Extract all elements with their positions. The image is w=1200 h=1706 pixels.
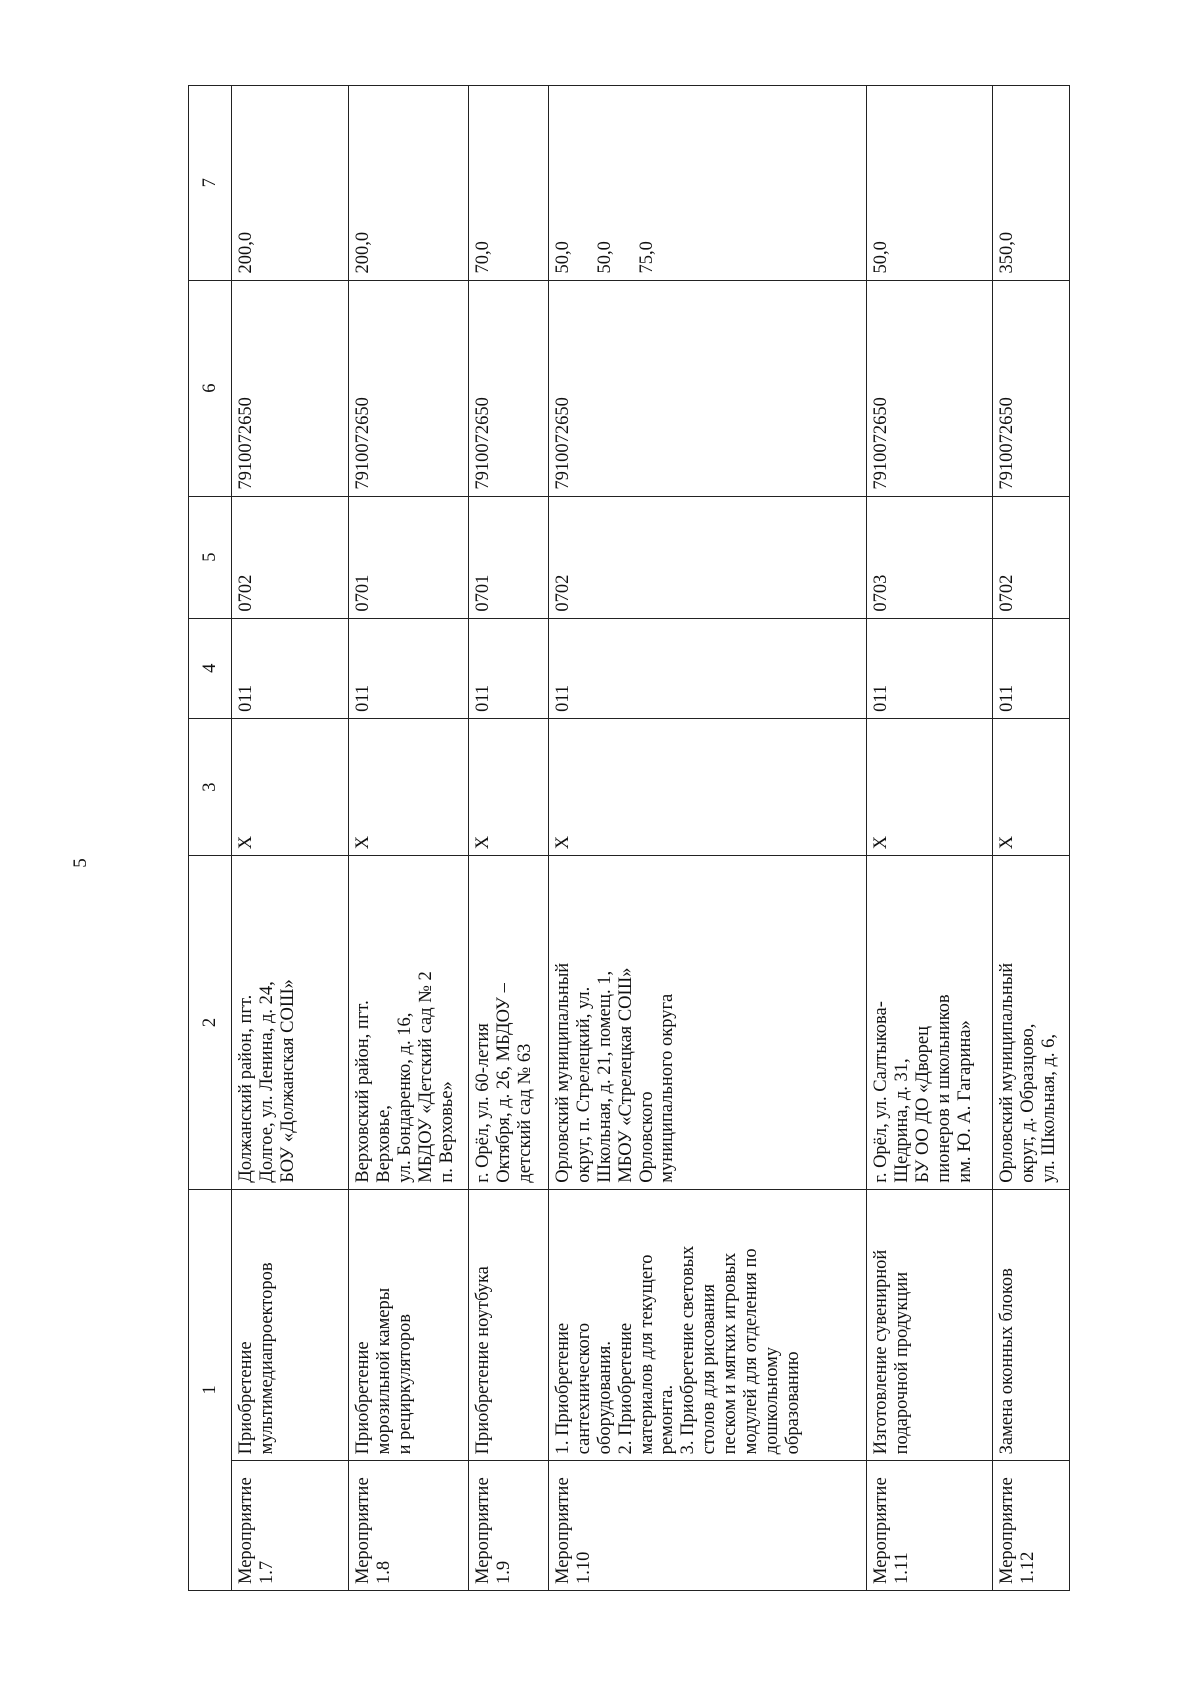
mark-cell: X bbox=[993, 718, 1070, 855]
header-col-3: 3 bbox=[189, 718, 232, 855]
budget-measures-table bbox=[188, 85, 1070, 1591]
section-cell: 0702 bbox=[232, 496, 349, 618]
target-article-cell: 7910072650 bbox=[549, 280, 867, 496]
table-row bbox=[549, 86, 867, 1591]
measure-id-cell: Мероприятие 1.9 bbox=[469, 1461, 549, 1591]
header-col-2: 2 bbox=[189, 856, 232, 1189]
amount-cell: 200,0 bbox=[349, 86, 469, 281]
measure-id-cell: Мероприятие 1.7 bbox=[232, 1461, 349, 1591]
measure-id-cell: Мероприятие 1.12 bbox=[993, 1461, 1070, 1591]
mark-cell: X bbox=[867, 718, 993, 855]
code-cell: 011 bbox=[993, 618, 1070, 718]
code-cell: 011 bbox=[232, 618, 349, 718]
mark-cell: X bbox=[469, 718, 549, 855]
code-cell: 011 bbox=[549, 618, 867, 718]
amount-cell: 50,0 50,0 75,0 bbox=[549, 86, 867, 281]
measure-title-cell: Приобретение мультимедиапроекторов bbox=[232, 1189, 349, 1461]
rotated-table-container bbox=[188, 85, 1064, 1591]
target-article-cell: 7910072650 bbox=[349, 280, 469, 496]
mark-cell: X bbox=[232, 718, 349, 855]
address-cell: г. Орёл, ул. Салтыкова- Щедрина, д. 31, БУ ОО ДО «Дворец пионеров и школьников им. Ю. А. Гагарина» bbox=[867, 856, 993, 1189]
amount-cell: 350,0 bbox=[993, 86, 1070, 281]
address-cell: Верховский район, пгт. Верховье, ул. Бондаренко, д. 16, МБДОУ «Детский сад № 2 п. Верховье» bbox=[349, 856, 469, 1189]
section-cell: 0701 bbox=[349, 496, 469, 618]
measure-title-cell: Замена оконных блоков bbox=[993, 1189, 1070, 1461]
header-col-7: 7 bbox=[189, 86, 232, 281]
header-col-5: 5 bbox=[189, 496, 232, 618]
table-row bbox=[469, 86, 549, 1591]
amount-cell: 200,0 bbox=[232, 86, 349, 281]
section-cell: 0701 bbox=[469, 496, 549, 618]
header-col-6: 6 bbox=[189, 280, 232, 496]
section-cell: 0702 bbox=[549, 496, 867, 618]
measure-title-cell: Приобретение ноутбука bbox=[469, 1189, 549, 1461]
address-cell: Орловский муниципальный округ, д. Образцово, ул. Школьная, д. 6, bbox=[993, 856, 1070, 1189]
code-cell: 011 bbox=[469, 618, 549, 718]
measure-title-cell: 1. Приобретение сантехнического оборудования. 2. Приобретение материалов для текущего ремонта. 3. Приобретение световых столов для рисования песком и мягких игровых модулей для отделения по дошкольному образованию bbox=[549, 1189, 867, 1461]
target-article-cell: 7910072650 bbox=[469, 280, 549, 496]
measure-id-cell: Мероприятие 1.10 bbox=[549, 1461, 867, 1591]
section-cell: 0702 bbox=[993, 496, 1070, 618]
mark-cell: X bbox=[549, 718, 867, 855]
target-article-cell: 7910072650 bbox=[232, 280, 349, 496]
measure-title-cell: Приобретение морозильной камеры и рециркуляторов bbox=[349, 1189, 469, 1461]
table-row bbox=[867, 86, 993, 1591]
target-article-cell: 7910072650 bbox=[867, 280, 993, 496]
address-cell: Орловский муниципальный округ, п. Стрелецкий, ул. Школьная, д. 21, помещ. 1, МБОУ «Стрелецкая СОШ» Орловского муниципального округа bbox=[549, 856, 867, 1189]
page-number: 5 bbox=[69, 858, 91, 868]
measure-id-cell: Мероприятие 1.11 bbox=[867, 1461, 993, 1591]
address-cell: г. Орёл, ул. 60-летия Октября, д. 26, МБДОУ – детский сад № 63 bbox=[469, 856, 549, 1189]
code-cell: 011 bbox=[867, 618, 993, 718]
header-col-4: 4 bbox=[189, 618, 232, 718]
code-cell: 011 bbox=[349, 618, 469, 718]
measure-title-cell: Изготовление сувенирной подарочной продукции bbox=[867, 1189, 993, 1461]
table-row bbox=[232, 86, 349, 1591]
table-row bbox=[993, 86, 1070, 1591]
mark-cell: X bbox=[349, 718, 469, 855]
amount-cell: 70,0 bbox=[469, 86, 549, 281]
header-row bbox=[189, 86, 232, 1591]
measure-id-cell: Мероприятие 1.8 bbox=[349, 1461, 469, 1591]
table-row bbox=[349, 86, 469, 1591]
target-article-cell: 7910072650 bbox=[993, 280, 1070, 496]
address-cell: Должанский район, пгт. Долгое, ул. Ленина, д. 24, БОУ «Должанская СОШ» bbox=[232, 856, 349, 1189]
header-col-1: 1 bbox=[189, 1189, 232, 1590]
section-cell: 0703 bbox=[867, 496, 993, 618]
amount-cell: 50,0 bbox=[867, 86, 993, 281]
